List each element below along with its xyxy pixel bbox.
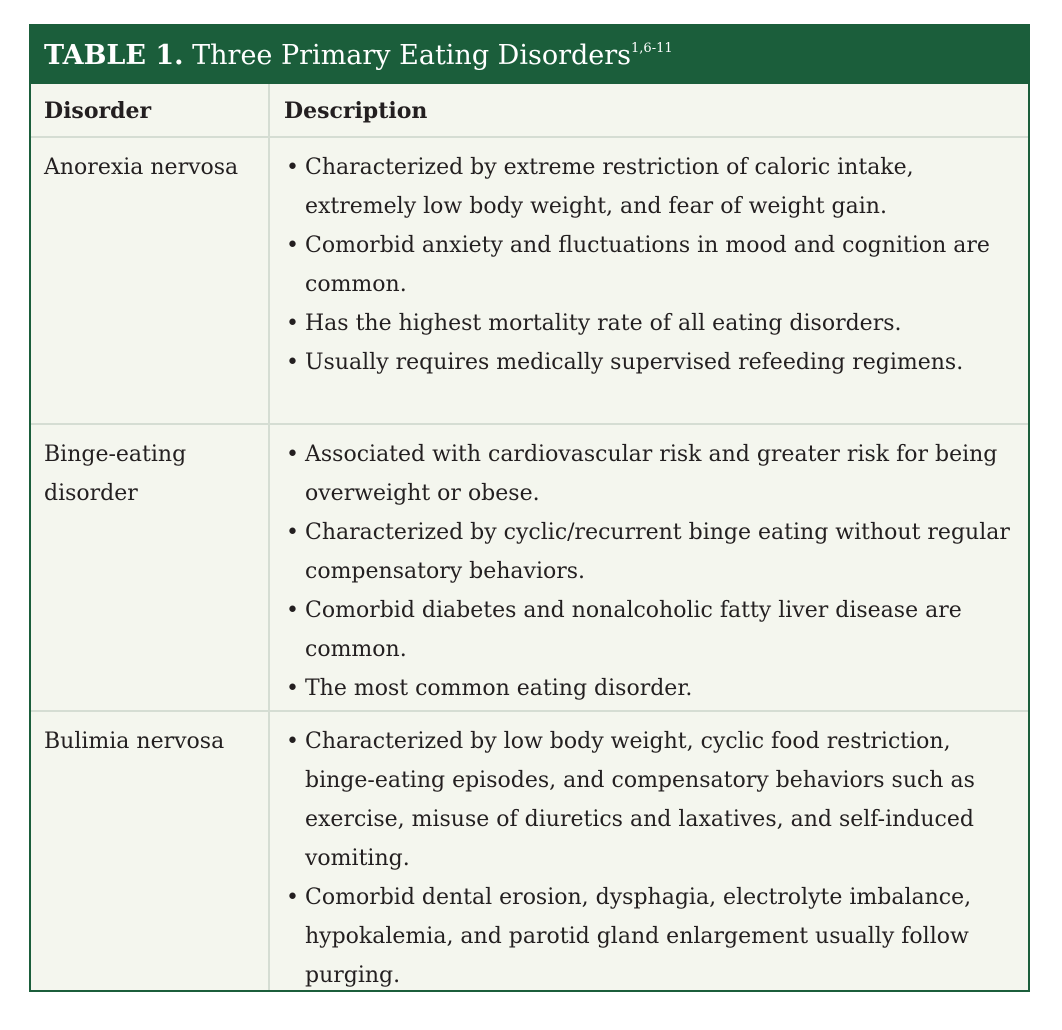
list-item: • Associated with cardiovascular risk and greater risk for being overweight or obese. bbox=[284, 435, 1022, 513]
table-row bbox=[31, 136, 1028, 423]
list-item: • Usually requires medically supervised refeeding regimens. bbox=[284, 343, 1022, 382]
description-list bbox=[284, 722, 1022, 992]
list-item: • Comorbid dental erosion, dysphagia, electrolyte imbalance, hypokalemia, and parotid gland enlargement usually follow purging. bbox=[284, 878, 1022, 992]
list-item: • Characterized by cyclic/recurrent binge eating without regular compensatory behaviors. bbox=[284, 513, 1022, 591]
table-title-text: Three Primary Eating Disorders bbox=[192, 39, 632, 71]
description-cell bbox=[270, 138, 1028, 423]
description-list bbox=[284, 148, 1022, 382]
table-row bbox=[31, 423, 1028, 710]
table-title-label: TABLE 1. bbox=[44, 39, 184, 71]
list-item: • The most common eating disorder. bbox=[284, 669, 1022, 708]
disorder-cell: Bulimia nervosa bbox=[31, 712, 270, 992]
disorder-cell: Anorexia nervosa bbox=[31, 138, 270, 423]
table-title bbox=[31, 26, 1028, 84]
list-item: • Comorbid anxiety and fluctuations in mood and cognition are common. bbox=[284, 226, 1022, 304]
table-title-references: 1,6-11 bbox=[631, 40, 673, 56]
table-header-row bbox=[31, 84, 1028, 136]
header-description: Description bbox=[284, 98, 428, 124]
header-disorder: Disorder bbox=[31, 84, 270, 136]
description-cell bbox=[270, 712, 1028, 992]
description-list bbox=[284, 435, 1022, 708]
list-item: • Characterized by extreme restriction of caloric intake, extremely low body weight, and fear of weight gain. bbox=[284, 148, 1022, 226]
list-item: • Comorbid diabetes and nonalcoholic fatty liver disease are common. bbox=[284, 591, 1022, 669]
list-item: • Has the highest mortality rate of all eating disorders. bbox=[284, 304, 1022, 343]
eating-disorders-table bbox=[29, 24, 1030, 992]
description-cell bbox=[270, 425, 1028, 710]
list-item: • Characterized by low body weight, cyclic food restriction, binge-eating episodes, and compensatory behaviors such as exercise, misuse of diuretics and laxatives, and self-induced vomiting. bbox=[284, 722, 1022, 878]
disorder-cell: Binge-eating disorder bbox=[31, 425, 270, 710]
table-row bbox=[31, 710, 1028, 992]
